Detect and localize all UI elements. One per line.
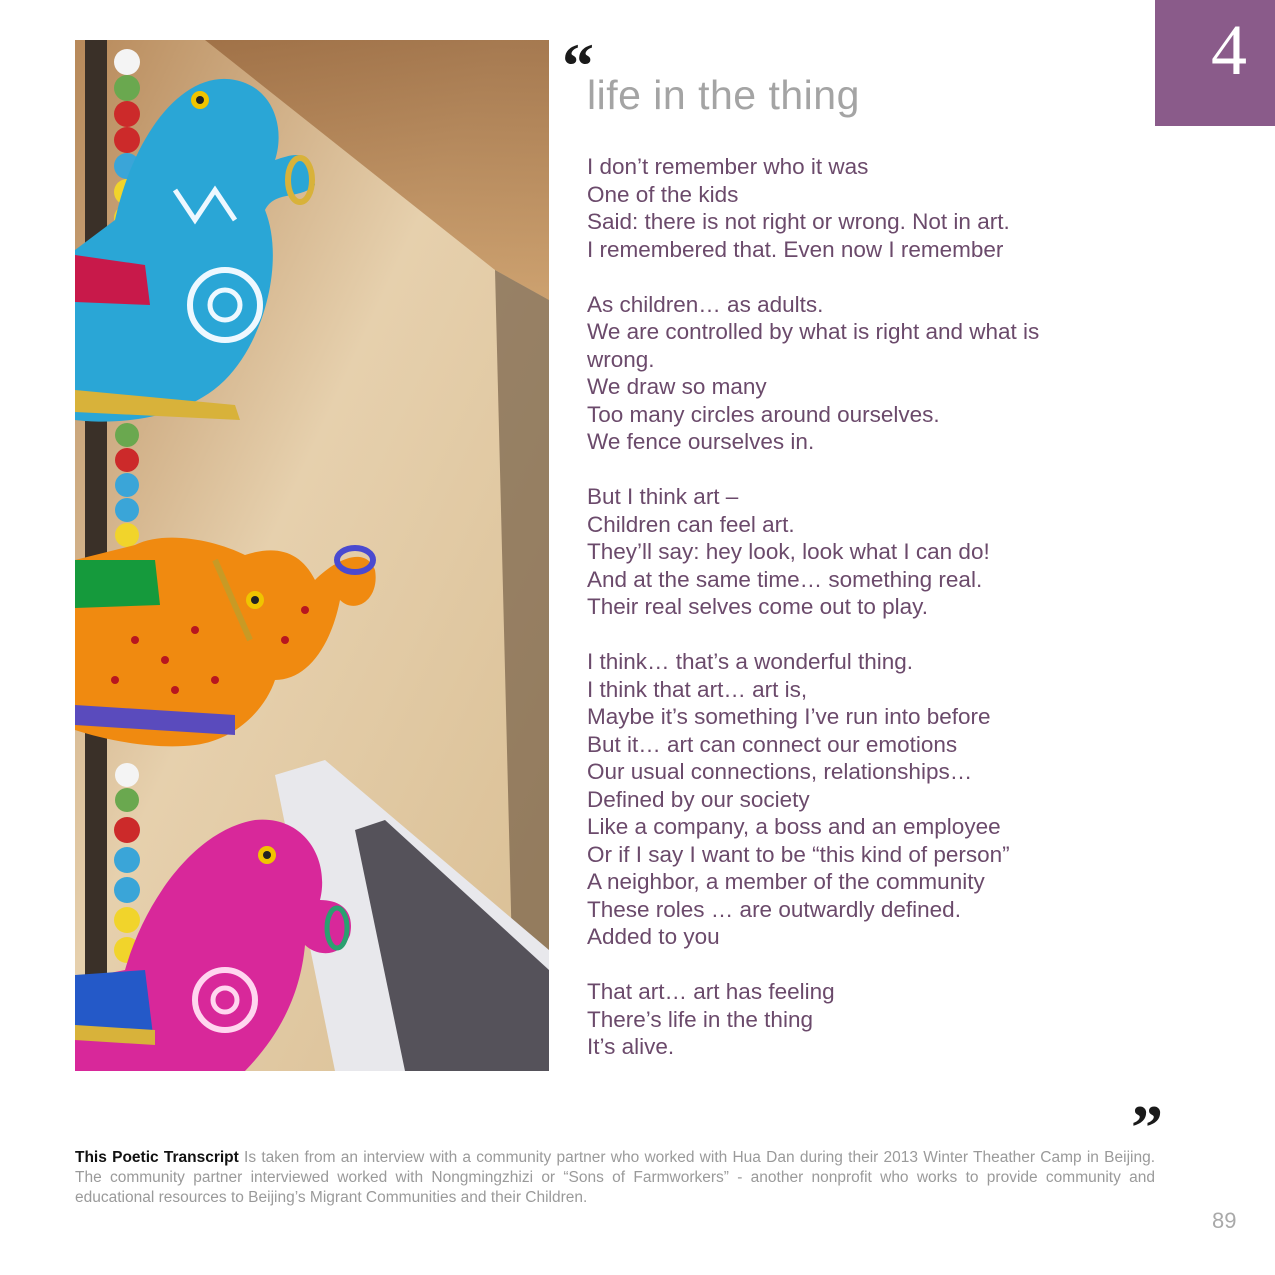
- chapter-number: 4: [1211, 10, 1247, 90]
- page-number: 89: [1212, 1208, 1237, 1233]
- stanza: [587, 648, 1147, 951]
- stanza: [587, 978, 1147, 1061]
- poem-line: We fence ourselves in.: [587, 429, 815, 454]
- poem-line: It’s alive.: [587, 1034, 675, 1059]
- poem-line: But I think art –: [587, 484, 739, 509]
- poem-line: I don’t remember who it was: [587, 154, 869, 179]
- poem-line: Like a company, a boss and an employee: [587, 814, 1001, 839]
- poem-line: They’ll say: hey look, look what I can do!: [587, 539, 990, 564]
- poem-line: I remembered that. Even now I remember: [587, 236, 1004, 262]
- poem-line: Their real selves come out to play.: [587, 594, 928, 619]
- poem-line: Or if I say I want to be “this kind of person”: [587, 841, 1010, 867]
- poem-line: Our usual connections, relationships…: [587, 759, 973, 784]
- close-quote-mark: ”: [1131, 1092, 1163, 1163]
- poem-line: Defined by our society: [587, 786, 810, 812]
- stanza: [587, 153, 1147, 263]
- photo-fabric-animals: [75, 40, 549, 1071]
- poem-line: These roles … are outwardly defined.: [587, 896, 961, 922]
- open-quote-mark: “: [562, 30, 594, 101]
- poem-line: We are controlled by what is right and what is: [587, 319, 1040, 344]
- poem-line: As children… as adults.: [587, 291, 824, 317]
- poem-line: There’s life in the thing: [587, 1006, 813, 1032]
- poem-line: Added to you: [587, 924, 720, 949]
- poem-line: And at the same time… something real.: [587, 566, 983, 592]
- stanza: [587, 291, 1147, 456]
- footnote: [75, 1148, 1155, 1208]
- poem-line: Maybe it’s something I’ve run into before: [587, 704, 991, 729]
- poem-line: But it… art can connect our emotions: [587, 731, 958, 757]
- footnote-text: Is taken from an interview with a community partner who worked with Hua Dan during their 2013 Winter Theather Camp in Beijing. The community partner interviewed worked with Nongmingzhizi or “Sons of Farmworkers” - another nonprofit who works to provide community and educational resources to Beijing’s Migrant Communities and their Children.: [75, 1149, 1156, 1206]
- chapter-tab: [1155, 0, 1275, 126]
- poem-line: wrong.: [587, 346, 655, 372]
- poem-line: One of the kids: [587, 181, 739, 207]
- poem-line: A neighbor, a member of the community: [587, 869, 985, 894]
- poem-line: We draw so many: [587, 374, 767, 399]
- poem-line: That art… art has feeling: [587, 979, 835, 1004]
- poem-line: Too many circles around ourselves.: [587, 401, 940, 427]
- poem-body: [587, 153, 1147, 1088]
- footnote-lead: This Poetic Transcript: [75, 1149, 239, 1166]
- poem-line: I think that art… art is,: [587, 676, 808, 702]
- poem-line: Said: there is not right or wrong. Not in art.: [587, 209, 1010, 234]
- poem-title: life in the thing: [587, 72, 860, 118]
- poem-line: Children can feel art.: [587, 511, 795, 537]
- poem-line: I think… that’s a wonderful thing.: [587, 649, 914, 674]
- stanza: [587, 483, 1147, 621]
